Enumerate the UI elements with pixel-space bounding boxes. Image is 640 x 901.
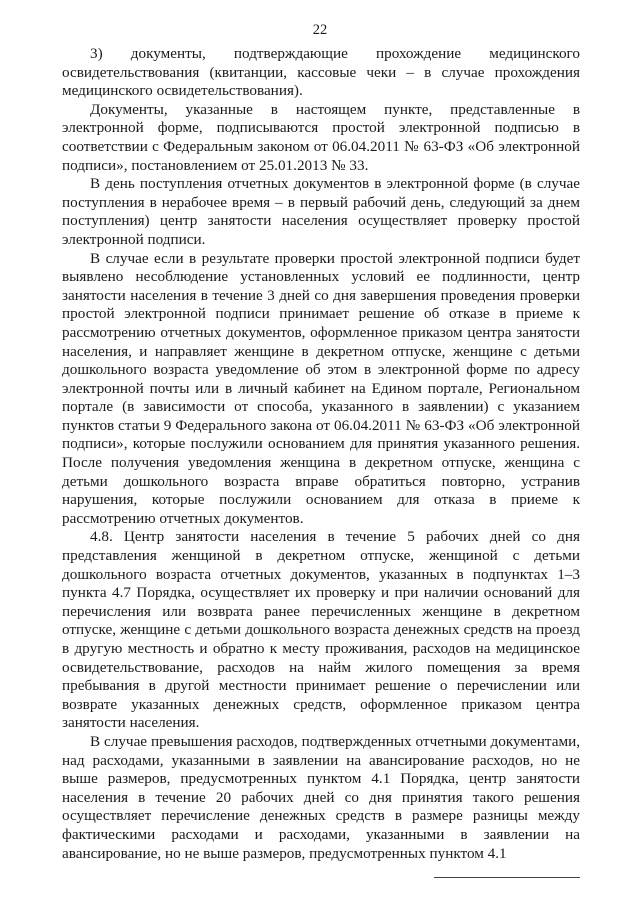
paragraph-documents-item-3: 3) документы, подтверждающие прохождение медицинского освидетельствования (квитанции, кассовые чеки – в случае прохождения медицинского освидетельствования).: [62, 45, 580, 100]
document-body: [62, 45, 580, 863]
paragraph-refusal: В случае если в результате проверки простой электронной подписи будет выявлено несоблюдение установленных условий ее подлинности, центр занятости населения в течение 3 дней со дня завершения проведения проверки простой электронной подписи принимает решение об отказе в приеме к рассмотрению отчетных документов, оформленное приказом центра занятости населения, и направляет женщине в декретном отпуске, женщине с детьми дошкольного возраста уведомление об этом в электронной форме по адресу электронной почты или в личный кабинет на Едином портале, Региональном портале (в зависимости от способа, указанного в заявлении) с указанием пунктов статьи 9 Федерального закона от 06.04.2011 № 63-ФЗ «Об электронной подписи», которые послужили основанием для принятия указанного решения. После получения уведомления женщина в декретном отпуске, женщина с детьми дошкольного возраста вправе обратиться повторно, устранив нарушения, которые послужили основанием для отказа в приеме к рассмотрению отчетных документов.: [62, 249, 580, 527]
paragraph-excess-expenses: В случае превышения расходов, подтвержденных отчетными документами, над расходами, указанными в заявлении на авансирование расходов, но не выше размеров, предусмотренных пунктом 4.1 Порядка, центр занятости населения в течение 20 рабочих дней со дня принятия такого решения осуществляет перечисление денежных средств в размере разницы между фактическими расходами и расходами, указанными в заявлении на авансирование, но не выше размеров, предусмотренных пунктом 4.1: [62, 732, 580, 862]
page-number: 22: [312, 22, 328, 38]
paragraph-4-8: 4.8. Центр занятости населения в течение 5 рабочих дней со дня представления женщиной в декретном отпуске, женщиной с детьми дошкольного возраста отчетных документов, указанных в подпунктах 1–3 пункта 4.7 Порядка, осуществляет их проверку и при наличии оснований для перечисления или возврата ранее перечисленных женщине в декретном отпуске, женщине с детьми дошкольного возраста денежных средств на проезд в другую местность и обратно к месту проживания, расходов на медицинское освидетельствование, расходов на найм жилого помещения за время пребывания в другой местности принимает решение о перечислении или возврате указанных денежных средств, оформленное приказом центра занятости населения.: [62, 528, 580, 732]
footer-rule: [434, 877, 580, 878]
paragraph-electronic-signature: Документы, указанные в настоящем пункте, представленные в электронной форме, подписываются простой электронной подписью в соответствии с Федеральным законом от 06.04.2011 № 63-ФЗ «Об электронной подписи», постановлением от 25.01.2013 № 33.: [62, 100, 580, 174]
paragraph-signature-check: В день поступления отчетных документов в электронной форме (в случае поступления в нерабочее время – в первый рабочий день, следующий за днем поступления) центр занятости населения осуществляет проверку простой электронной подписи.: [62, 175, 580, 248]
